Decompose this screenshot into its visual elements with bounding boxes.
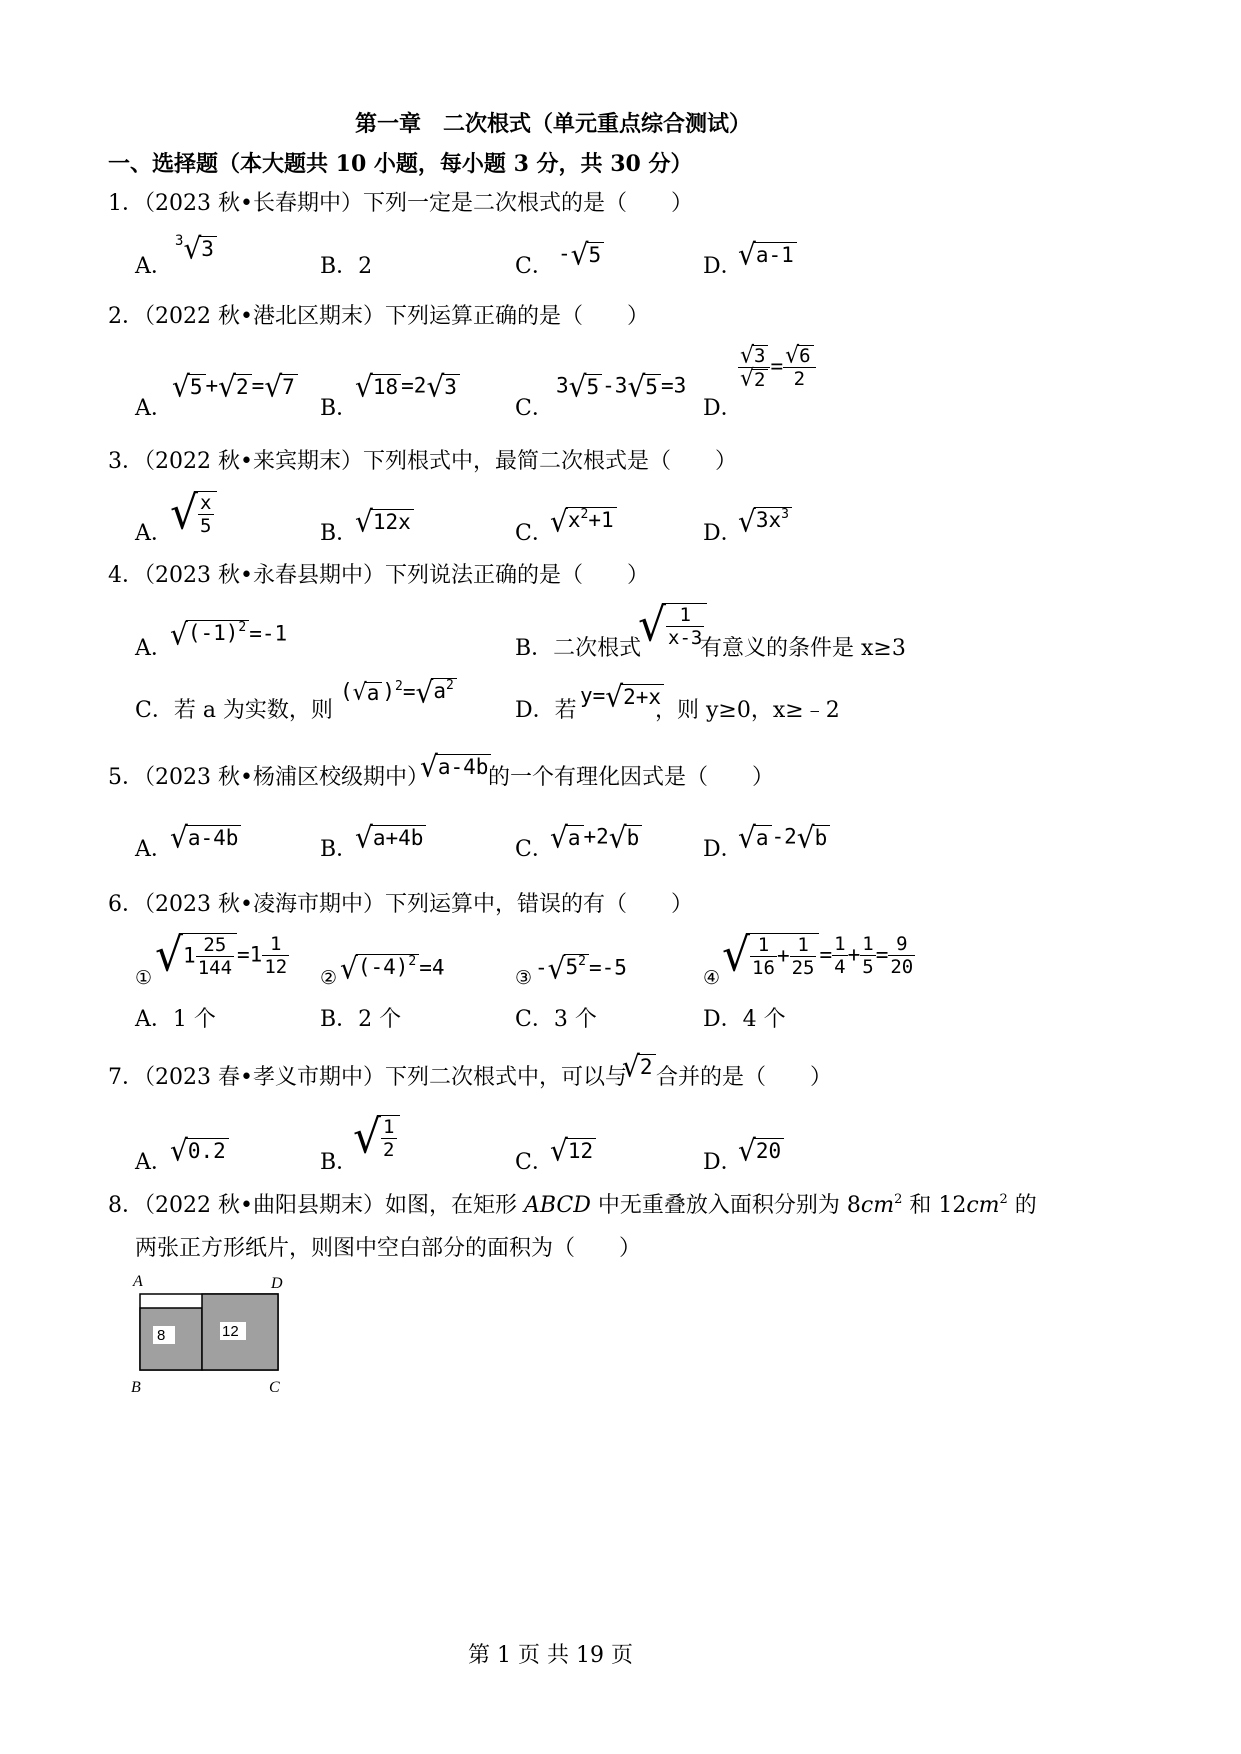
q5-option-b-expr: √a+4b (355, 821, 426, 854)
q6-item1-expr: √1 $\frac{25}{144}$ =1 $\frac{1}{12}$ (155, 928, 288, 983)
q6-option-d: D．4 个 (703, 1007, 786, 1032)
q7-option-a-expr: √0.2 (170, 1134, 229, 1167)
q5-stem-expr: √a-4b (420, 750, 491, 783)
q5-option-b-label: B． (320, 837, 359, 862)
section-heading: 一、选择题（本大题共 10 小题，每小题 3 分，共 30 分） (108, 151, 693, 177)
q4-option-a-expr: $√(-1)^2 =-1$ (170, 617, 288, 652)
q6-option-a: A．1 个 (135, 1007, 216, 1032)
q3-option-a-expr: √ $\frac{x}{5}$ (170, 488, 217, 539)
q2-option-b-label: B． (320, 396, 359, 421)
q4-option-d-pre: D．若 (515, 698, 577, 723)
q7-option-b-expr: √ $\frac{1}{2}$ (353, 1112, 400, 1163)
q3-stem: 3．（2022 秋•来宾期末）下列根式中，最简二次根式是（ ） (108, 449, 737, 474)
q2-option-d-expr: $\frac{√3}{√2}$ = $\frac{√6}{2}$ (738, 344, 816, 390)
q5-stem-post: 的一个有理化因式是（ ） (488, 765, 775, 790)
q2-stem: 2．（2022 秋•港北区期末）下列运算正确的是（ ） (108, 304, 649, 329)
vertex-a: A (133, 1273, 143, 1290)
q3-option-d-label: D． (703, 521, 743, 546)
q8-line2: 两张正方形纸片，则图中空白部分的面积为（ ） (135, 1236, 642, 1261)
q5-stem-pre: 5．（2023 秋•杨浦区校级期中） (108, 765, 429, 790)
q5-option-a-expr: √a-4b (170, 821, 241, 854)
q4-option-c-pre: C．若 a 为实数，则 (135, 698, 333, 723)
q2-option-c-label: C． (515, 396, 554, 421)
q5-option-c-label: C． (515, 837, 554, 862)
label-8: 8 (157, 1327, 166, 1344)
q4-option-c-expr: (√a )$^2=√a^2$ (340, 676, 457, 709)
q6-item2-expr: $√(-4)^2 =4$ (340, 951, 445, 986)
q4-option-b-expr: √ $\frac{1}{x-3}$ (638, 600, 707, 651)
q4-option-d-post: ，则 y≥0，x≥﹣2 (655, 698, 840, 723)
q5-option-d-expr: √a -2√b (738, 821, 830, 854)
q6-item2-marker: ② (320, 967, 338, 989)
q4-option-d-expr: y=√2+x (580, 680, 664, 713)
q1-option-d-expr: √a-1 (738, 238, 797, 271)
q6-item3-expr: $-√5^2 =-5$ (535, 951, 627, 986)
q7-option-d-expr: √20 (738, 1134, 784, 1167)
q8-figure (125, 1270, 300, 1400)
q6-item3-marker: ③ (515, 967, 533, 989)
vertex-c: C (269, 1379, 280, 1396)
q7-stem-expr: √2 (622, 1050, 656, 1083)
q3-option-d-expr: $√3x^3$ (738, 505, 792, 538)
q7-stem-pre: 7．（2023 春•孝义市期中）下列二次根式中，可以与 (108, 1065, 627, 1090)
q4-stem: 4．（2023 秋•永春县期中）下列说法正确的是（ ） (108, 563, 649, 588)
q7-option-c-expr: √12 (550, 1134, 596, 1167)
q6-option-b: B．2 个 (320, 1007, 402, 1032)
q2-option-d-label: D． (703, 396, 743, 421)
q7-option-c-label: C． (515, 1150, 554, 1175)
q3-option-b-expr: √12x (355, 505, 414, 538)
q6-option-c: C．3 个 (515, 1007, 597, 1032)
q3-option-a-label: A． (135, 521, 173, 546)
page-footer: 第 1 页 共 19 页 (468, 1643, 633, 1668)
q1-option-c-expr: -√5 (558, 238, 604, 271)
q2-option-a-expr: √5 +√2 =√7 (172, 370, 298, 403)
q1-option-a-expr: $^3$√3 (175, 232, 217, 265)
q7-option-a-label: A． (135, 1150, 173, 1175)
q7-option-d-label: D． (703, 1150, 743, 1175)
q1-option-d-label: D． (703, 254, 743, 279)
q6-item1-marker: ① (135, 967, 153, 989)
q3-option-c-label: C． (515, 521, 554, 546)
q6-item4-marker: ④ (703, 967, 721, 989)
q5-option-c-expr: √a +2√b (550, 821, 642, 854)
q4-option-a-label: A． (135, 636, 173, 661)
q8-line1: 8．（2022 秋•曲阳县期末）如图，在矩形 ABCD 中无重叠放入面积分别为 $8cm^2$ 和 $12cm^2$ 的 (108, 1192, 1037, 1218)
q5-option-d-label: D． (703, 837, 743, 862)
q5-option-a-label: A． (135, 837, 173, 862)
vertex-d: D (271, 1275, 283, 1292)
q6-item4-expr: √ $\frac{1}{16}$ + $\frac{1}{25}$ = $\frac{1}{4}$ + $\frac{1}{5}$ = $\frac{9}{20}$ (722, 928, 914, 983)
vertex-b: B (131, 1379, 141, 1396)
q2-option-a-label: A． (135, 396, 173, 421)
q4-option-b-pre: B．二次根式 (515, 636, 642, 661)
q1-option-b: B．2 (320, 254, 373, 279)
q7-stem-post: 合并的是（ ） (656, 1065, 833, 1090)
q2-option-b-expr: √18 =2√3 (355, 370, 460, 403)
q4-option-b-post: 有意义的条件是 x≥3 (700, 636, 906, 661)
q7-option-b-label: B． (320, 1150, 359, 1175)
q1-option-c-label: C． (515, 254, 554, 279)
q1-stem: 1．（2023 秋•长春期中）下列一定是二次根式的是（ ） (108, 191, 693, 216)
page-title: 第一章 二次根式（单元重点综合测试） (355, 111, 752, 137)
q1-option-a-label: A． (135, 254, 173, 279)
q3-option-b-label: B． (320, 521, 359, 546)
q6-stem: 6．（2023 秋•凌海市期中）下列运算中，错误的有（ ） (108, 892, 693, 917)
q2-option-c-expr: 3√5 -3√5 =3 (556, 369, 687, 404)
q3-option-c-expr: $√x^2+1$ (550, 505, 617, 538)
label-12: 12 (222, 1323, 239, 1340)
